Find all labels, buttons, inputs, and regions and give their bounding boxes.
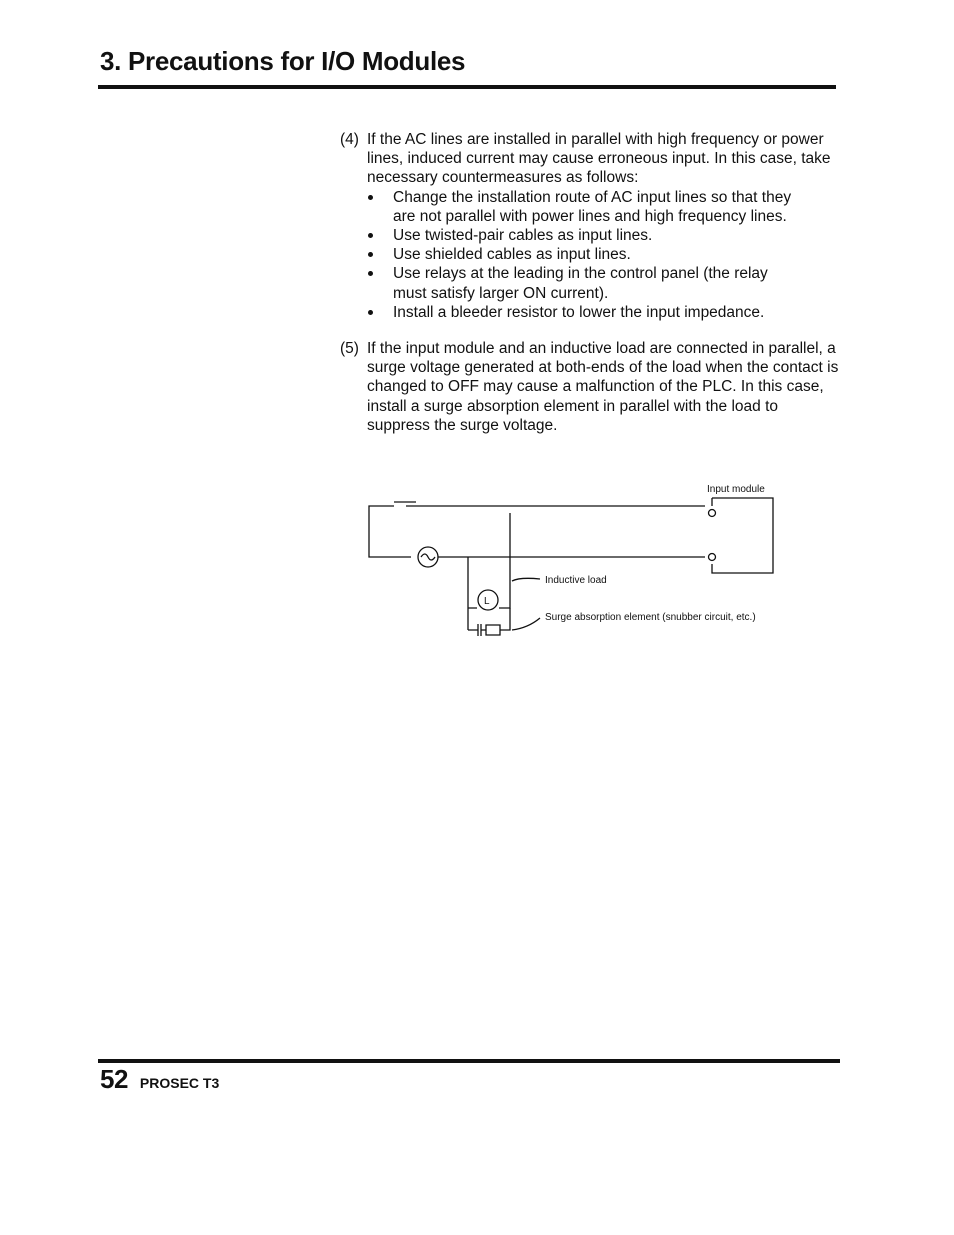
input-module-label: Input module <box>707 484 765 495</box>
precaution-item-5 <box>340 339 840 435</box>
leader-inductive <box>512 578 540 581</box>
list-item: Use relays at the leading in the control panel (the relay must satisfy larger ON current). <box>367 264 793 302</box>
product-name: PROSEC T3 <box>139 1075 220 1091</box>
item-body <box>367 130 853 322</box>
countermeasure-list <box>367 188 853 322</box>
footer-rule <box>98 1059 840 1063</box>
precaution-item-4 <box>340 130 840 322</box>
load-symbol-label: L <box>484 596 490 607</box>
contact-symbol <box>369 502 705 557</box>
list-item: Use shielded cables as input lines. <box>367 245 793 264</box>
wiring-diagram-svg <box>360 476 790 646</box>
header-rule <box>98 85 836 89</box>
footer <box>100 1064 219 1095</box>
item-number: (5) <box>340 340 359 358</box>
item-text: If the AC lines are installed in parallel with high frequency or power lines, induced current may cause erroneous input. In this case, take necessary countermeasures as follows: <box>367 131 831 187</box>
inductive-load-label: Inductive load <box>545 575 607 586</box>
leader-surge <box>512 618 540 630</box>
item-text: If the input module and an inductive load are connected in parallel, a surge voltage generated at both-ends of the load when the contact is changed to OFF may cause a malfunction of the PLC. In this case, install a surge absorption element in parallel with the load to suppress the surge voltage. <box>367 340 839 434</box>
load-branch <box>468 557 510 630</box>
list-item: Install a bleeder resistor to lower the input impedance. <box>367 303 853 322</box>
main-content <box>340 130 840 435</box>
item-body <box>367 339 840 435</box>
list-item: Change the installation route of AC input lines so that they are not parallel with power lines and high frequency lines. <box>367 188 793 226</box>
page-title: 3. Precautions for I/O Modules <box>100 46 466 76</box>
list-item: Use twisted-pair cables as input lines. <box>367 226 793 245</box>
wiring-diagram <box>360 476 790 646</box>
snubber-symbol <box>468 608 510 636</box>
input-module-box <box>712 498 773 573</box>
item-number: (4) <box>340 131 359 148</box>
page-number: 52 <box>100 1064 128 1094</box>
surge-element-label: Surge absorption element (snubber circuit, etc.) <box>545 612 756 623</box>
